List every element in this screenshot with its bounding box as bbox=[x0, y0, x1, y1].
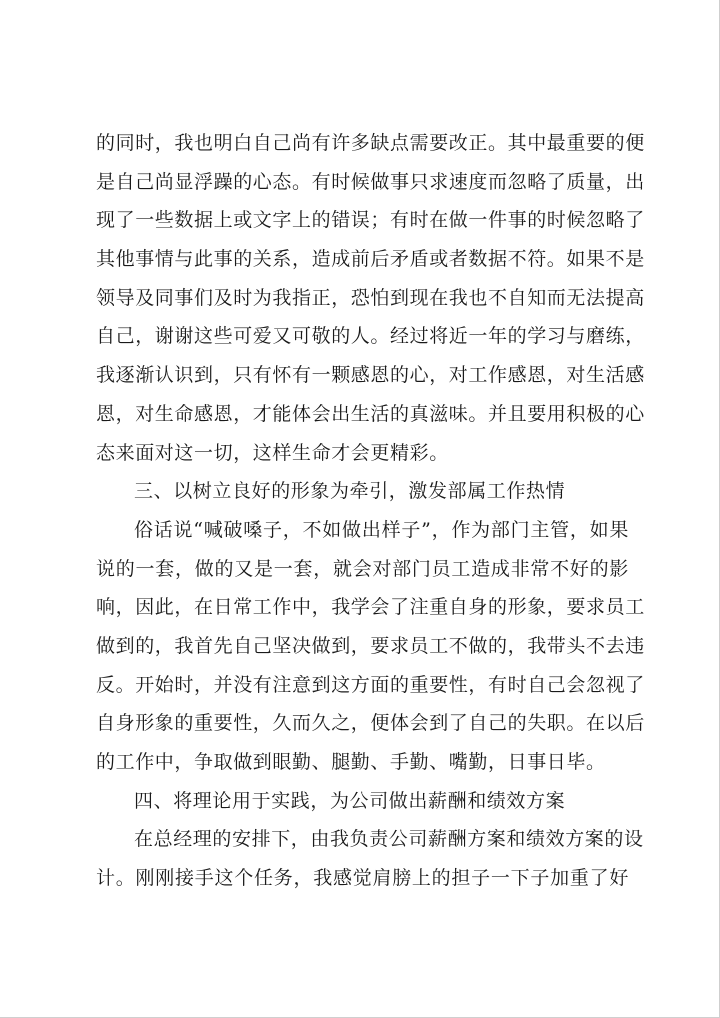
paragraph-image bbox=[96, 511, 645, 782]
text-line: 态来面对这一切，这样生命才会更精彩。 bbox=[96, 441, 449, 464]
text-line: 现了一些数据上或文字上的错误；有时在做一件事的时候忽略了 bbox=[96, 209, 645, 232]
text-line: 俗话说“喊破嗓子，不如做出样子”，作为部门主管，如果 bbox=[134, 518, 629, 541]
text-line: 在总经理的安排下，由我负责公司薪酬方案和绩效方案的设 bbox=[134, 828, 644, 851]
text-line: 是自己尚显浮躁的心态。有时候做事只求速度而忽略了质量，出 bbox=[96, 170, 645, 193]
section-heading-4: 四、将理论用于实践，为公司做出薪酬和绩效方案 bbox=[134, 789, 566, 812]
text-line: 的同时，我也明白自己尚有许多缺点需要改正。其中最重要的便 bbox=[96, 132, 645, 154]
text-line: 做到的，我首先自己坚决做到，要求员工不做的，我带头不去违 bbox=[96, 634, 645, 657]
paragraph-continuation bbox=[96, 124, 645, 472]
document-body bbox=[96, 124, 645, 898]
text-line: 我逐渐认识到，只有怀有一颗感恩的心，对工作感恩，对生活感 bbox=[96, 364, 645, 387]
text-line: 反。开始时，并没有注意到这方面的重要性，有时自己会忽视了 bbox=[96, 673, 645, 696]
text-line: 自身形象的重要性，久而久之，便体会到了自己的失职。在以后 bbox=[96, 712, 645, 735]
paragraph-salary-plan bbox=[96, 820, 644, 897]
text-line: 其他事情与此事的关系，造成前后矛盾或者数据不符。如果不是 bbox=[96, 248, 645, 271]
text-line: 的工作中，争取做到眼勤、腿勤、手勤、嘴勤，日事日毕。 bbox=[96, 751, 606, 773]
text-line: 计。刚刚接手这个任务，我感觉肩膀上的担子一下子加重了好 bbox=[96, 867, 629, 890]
text-line: 说的一套，做的又是一套，就会对部门员工造成非常不好的影 bbox=[96, 557, 629, 580]
section-heading-3: 三、以树立良好的形象为牵引，激发部属工作热情 bbox=[134, 480, 566, 503]
text-line: 领导及同事们及时为我指正，恐怕到现在我也不自知而无法提高 bbox=[96, 286, 645, 309]
text-line: 响，因此，在日常工作中，我学会了注重自身的形象，要求员工 bbox=[96, 596, 645, 619]
text-line: 恩，对生命感恩，才能体会出生活的真滋味。并且要用积极的心 bbox=[96, 402, 645, 425]
text-line: 自己，谢谢这些可爱又可敬的人。经过将近一年的学习与磨练， bbox=[96, 325, 645, 348]
